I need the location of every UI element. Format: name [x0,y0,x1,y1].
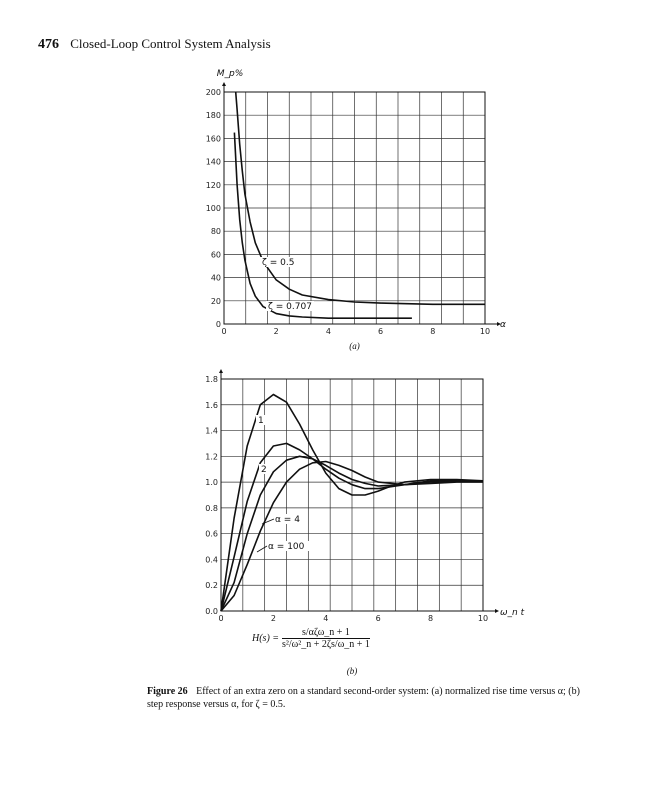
series-annotation: α = 100 [268,542,305,552]
formula-denominator: s²/ω²_n + 2ζs/ω_n + 1 [282,639,370,650]
annotation-leader [262,519,274,524]
x-axis-label: α [500,320,506,330]
y-tick-label: 200 [205,88,221,97]
y-axis-label: M_p% [216,69,244,79]
y-axis-arrow [219,369,223,373]
series-annotation: 2 [261,465,267,475]
x-tick-label: 8 [428,614,434,623]
x-tick-label: 4 [325,327,331,336]
y-tick-label: 60 [210,250,221,260]
x-tick-label: 8 [430,327,436,336]
series-label: ζ = 0.5 [262,258,295,268]
y-tick-label: 0 [215,320,221,329]
x-tick-label: 0 [221,327,227,336]
panel-label: (b) [346,666,358,676]
y-tick-label: 0.2 [205,581,218,591]
y-tick-label: 140 [205,157,221,167]
transfer-function [252,627,370,650]
y-tick-label: 1.6 [205,400,218,410]
x-tick-label: 2 [273,327,279,336]
y-axis-arrow [222,82,226,86]
y-tick-label: 180 [205,111,221,121]
caption-text: Effect of an extra zero on a standard second-order system: (a) normalized rise time versus α; (b) step response versus α, for ζ = 0.5. [147,686,580,710]
y-tick-label: 120 [205,180,221,190]
y-tick-label: 1.4 [205,426,218,436]
y-tick-label: 1.0 [205,478,218,488]
figure-label: Figure 26 [147,686,188,697]
y-tick-label: 100 [205,204,221,213]
formula-lhs: H(s) = [252,633,280,644]
x-tick-label: 2 [270,614,276,623]
x-axis-label: ω_n t [500,608,525,618]
series-annotation: 1 [258,416,264,426]
y-tick-label: 0.6 [205,529,218,539]
y-tick-label: 1.8 [205,375,218,384]
panel-label: (a) [349,341,360,351]
series-line [236,92,485,304]
figure-caption [147,685,587,711]
y-tick-label: 160 [205,134,221,144]
chart-a [206,69,506,351]
y-tick-label: 0.4 [205,555,218,565]
y-tick-label: 0.8 [205,503,218,513]
annotation-leader [257,546,267,552]
x-tick-label: 6 [378,327,384,336]
x-axis-arrow [495,609,499,613]
x-tick-label: 10 [479,327,491,336]
x-tick-label: 6 [375,614,381,623]
x-tick-label: 0 [218,614,224,623]
y-tick-label: 40 [210,273,221,283]
y-tick-label: 20 [210,296,221,306]
y-tick-label: 80 [210,227,221,237]
x-tick-label: 4 [323,614,329,623]
series-annotation: α = 4 [275,515,300,525]
y-tick-label: 0.0 [205,607,218,616]
series-label: ζ = 0.707 [268,302,312,312]
x-tick-label: 10 [477,614,489,623]
page-number: 476 [38,37,59,52]
page-title: Closed-Loop Control System Analysis [70,36,271,51]
series-line [234,133,412,319]
formula-numerator: s/αζω_n + 1 [282,627,370,639]
y-tick-label: 1.2 [205,452,218,462]
